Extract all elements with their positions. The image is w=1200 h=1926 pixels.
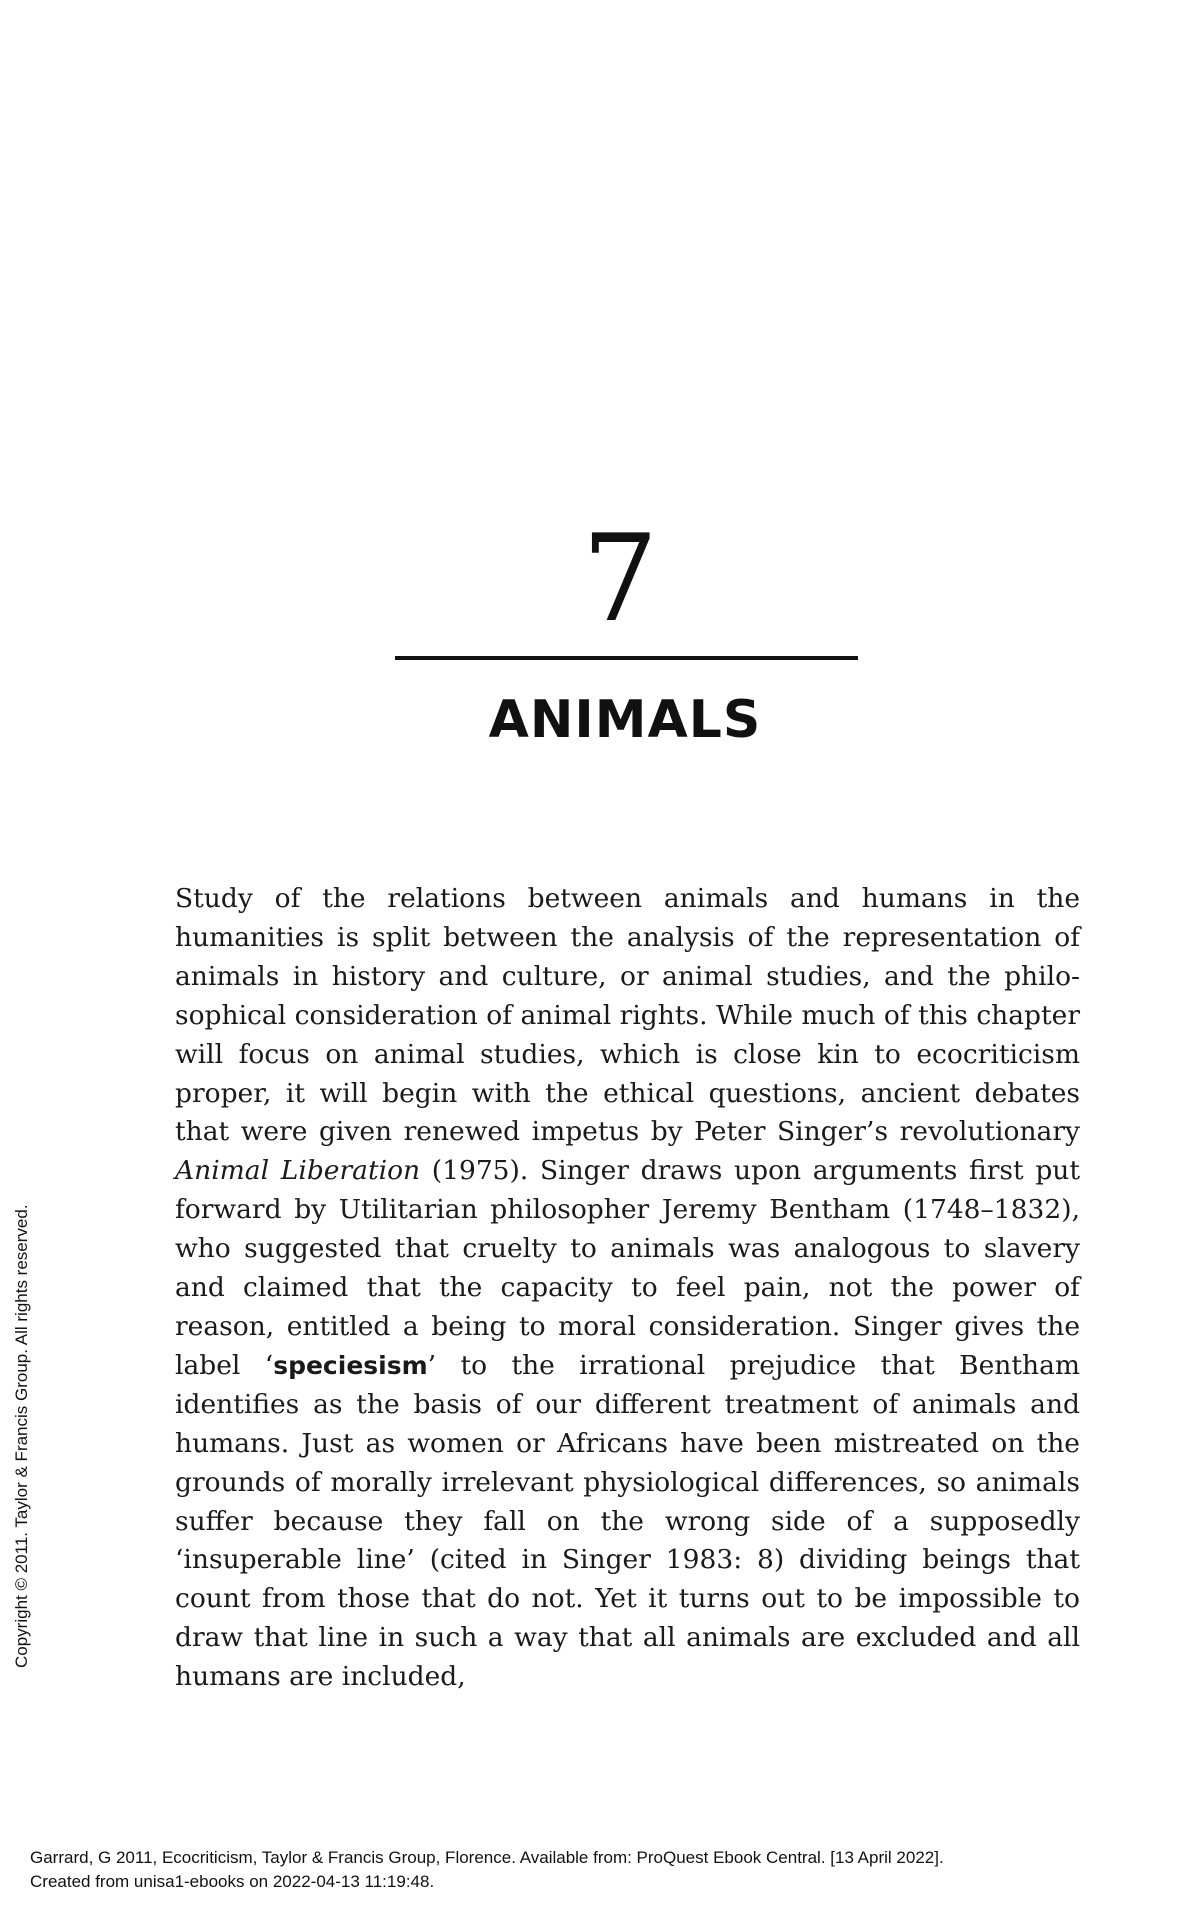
body-paragraph <box>175 880 1080 1697</box>
copyright-notice: Copyright © 2011. Taylor & Francis Group. All rights reserved. <box>12 1204 31 1668</box>
citation-line: Garrard, G 2011, Ecocriticism, Taylor & Francis Group, Florence. Available from: ProQuest Ebook Central. [13 April 2022]. <box>30 1848 944 1867</box>
book-title-italic: Animal Liberation <box>175 1155 421 1187</box>
chapter-divider <box>395 656 858 660</box>
key-term: speciesism <box>273 1350 428 1380</box>
created-line: Created from unisa1-ebooks on 2022-04-13 11:19:48. <box>30 1872 435 1891</box>
body-text-segment: (1975). Singer draws upon arguments first put forward by Utilitarian philosopher Jeremy Bentham (1748–1832), who suggested that cruelty to animals was analogous to slavery and claimed that the capacity to feel pain, not the power of reason, entitled a being to moral consideration. Singer gives the label ‘ <box>175 1155 1080 1381</box>
chapter-number: 7 <box>581 510 659 649</box>
chapter-title: ANIMALS <box>488 690 762 750</box>
body-text-segment: ’ to the irrational prejudice that Bentham identifies as the basis of our different treatment of animals and humans. Just as women or Africans have been mistreated on the grounds of morally irrelevant physiological differences, so animals suffer because they fall on the wrong side of a supposedly ‘insuperable line’ (cited in Singer 1983: 8) dividing beings that count from those that do not. Yet it turns out to be impossible to draw that line in such a way that all animals are excluded and all humans are included, <box>175 1349 1080 1693</box>
citation-footer <box>30 1846 944 1894</box>
body-text-segment: Study of the relations between animals and humans in the humanities is split between the analysis of the representation of animals in history and culture, or animal studies, and the philosophical consideration of animal rights. While much of this chapter will focus on animal studies, which is close kin to ecocriticism proper, it will begin with the ethical questions, ancient debates that were given renewed impetus by Peter Singer’s revolutionary <box>175 883 1080 1148</box>
